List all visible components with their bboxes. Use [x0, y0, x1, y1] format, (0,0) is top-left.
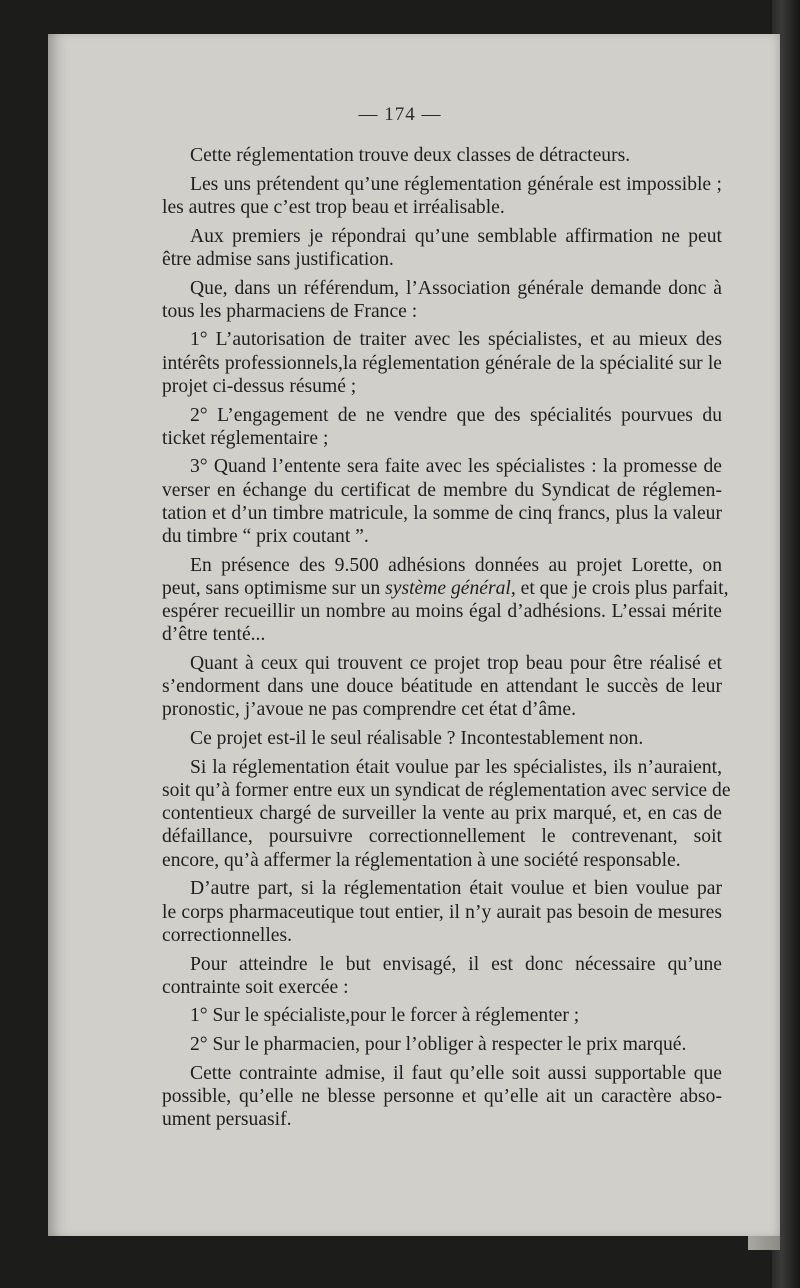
- text-line: En présence des 9.500 adhésions données au projet Lorette, on: [190, 554, 722, 576]
- paragraph: [162, 877, 722, 947]
- text-line: 1° L’autorisation de traiter avec les spécialistes, et au mieux des: [190, 329, 722, 351]
- paragraph: [162, 652, 722, 722]
- text-line: ument persuasif.: [162, 1109, 292, 1131]
- text-line: le corps pharmaceutique tout entier, il n’y aurait pas besoin de mesures: [162, 901, 722, 923]
- text-line: verser en échange du certificat de membre du Syndicat de réglemen-: [162, 479, 722, 501]
- text-line: être admise sans justification.: [162, 248, 394, 270]
- text-line: possible, qu’elle ne blesse personne et qu’elle ait un caractère abso-: [162, 1086, 722, 1108]
- text-fragment: et que je crois plus parfait,: [515, 577, 729, 599]
- paragraph: [162, 953, 722, 999]
- paragraph: [162, 756, 731, 872]
- paragraph: [162, 455, 722, 548]
- text-line: contentieux chargé de surveiller la vente au prix marqué, et, en cas de: [162, 803, 722, 825]
- text-line: D’autre part, si la réglementation était voulue et bien voulue par: [190, 878, 722, 900]
- text-line: Si la réglementation était voulue par les spécialistes, ils n’auraient,: [190, 756, 722, 778]
- text-line: Aux premiers je répondrai qu’une semblable affirmation ne peut: [190, 225, 722, 247]
- text-line: soit qu’à former entre eux un syndicat de réglementation avec service de: [162, 780, 731, 802]
- paragraph: [162, 404, 722, 450]
- page-number: — 174 —: [358, 104, 442, 125]
- text-line: Quant à ceux qui trouvent ce projet trop beau pour être réalisé et: [190, 653, 722, 675]
- text-line: Pour atteindre le but envisagé, il est donc nécessaire qu’une: [190, 953, 722, 975]
- text-line: 1° Sur le spécialiste,pour le forcer à réglementer ;: [190, 1005, 580, 1027]
- paragraph: [162, 225, 722, 271]
- text-line: espérer recueillir un nombre au moins égal d’adhésions. L’essai mérite: [162, 601, 722, 623]
- body-text: [162, 144, 731, 1137]
- paragraph: [162, 277, 722, 323]
- paragraph: [162, 1033, 722, 1056]
- text-line: intérêts professionnels,la réglementation générale de la spécialité sur le: [162, 352, 722, 374]
- text-line: Cette contrainte admise, il faut qu’elle soit aussi supportable que: [190, 1062, 722, 1084]
- text-line: du timbre “ prix coutant ”.: [162, 526, 369, 548]
- text-line: pronostic, j’avoue ne pas comprendre cet état d’âme.: [162, 699, 577, 721]
- text-line: correctionnelles.: [162, 924, 293, 946]
- text-line: Cette réglementation trouve deux classes de détracteurs.: [190, 145, 631, 166]
- text-line: 2° L’engagement de ne vendre que des spécialités pourvues du: [190, 404, 722, 426]
- text-line: les autres que c’est trop beau et irréalisable.: [162, 196, 505, 218]
- text-fragment: peut, sans optimisme sur un: [162, 577, 386, 599]
- text-line: s’endorment dans une douce béatitude en attendant le succès de leur: [162, 676, 722, 698]
- paragraph: [162, 1004, 722, 1027]
- italic-phrase: système général,: [385, 577, 516, 599]
- text-line: d’être tenté...: [162, 624, 266, 646]
- paragraph: [162, 144, 722, 167]
- paragraph: [162, 727, 722, 750]
- text-line: 2° Sur le pharmacien, pour l’obliger à respecter le prix marqué.: [190, 1034, 687, 1056]
- paragraph: [162, 1062, 722, 1132]
- text-line: Que, dans un référendum, l’Association générale demande donc à: [190, 277, 722, 299]
- text-line: [162, 577, 729, 600]
- paragraph: [162, 173, 722, 219]
- text-line: tous les pharmaciens de France :: [162, 300, 418, 322]
- text-line: ticket réglementaire ;: [162, 427, 329, 449]
- text-line: 3° Quand l’entente sera faite avec les spécialistes : la promesse de: [190, 456, 722, 478]
- text-line: défaillance, poursuivre correctionnellement le contrevenant, soit: [162, 826, 722, 848]
- text-line: projet ci-dessus résumé ;: [162, 375, 357, 397]
- text-line: contrainte soit exercée :: [162, 976, 349, 998]
- text-line: tation et d’un timbre matricule, la somme de cinq francs, plus la valeur: [162, 502, 722, 524]
- paragraph: [162, 328, 722, 398]
- text-line: encore, qu’à affermer la réglementation à une société responsable.: [162, 849, 681, 871]
- paragraph: [162, 554, 729, 647]
- text-line: Les uns prétendent qu’une réglementation générale est impossible ;: [190, 173, 722, 195]
- text-line: Ce projet est-il le seul réalisable ? Incontestablement non.: [190, 728, 644, 750]
